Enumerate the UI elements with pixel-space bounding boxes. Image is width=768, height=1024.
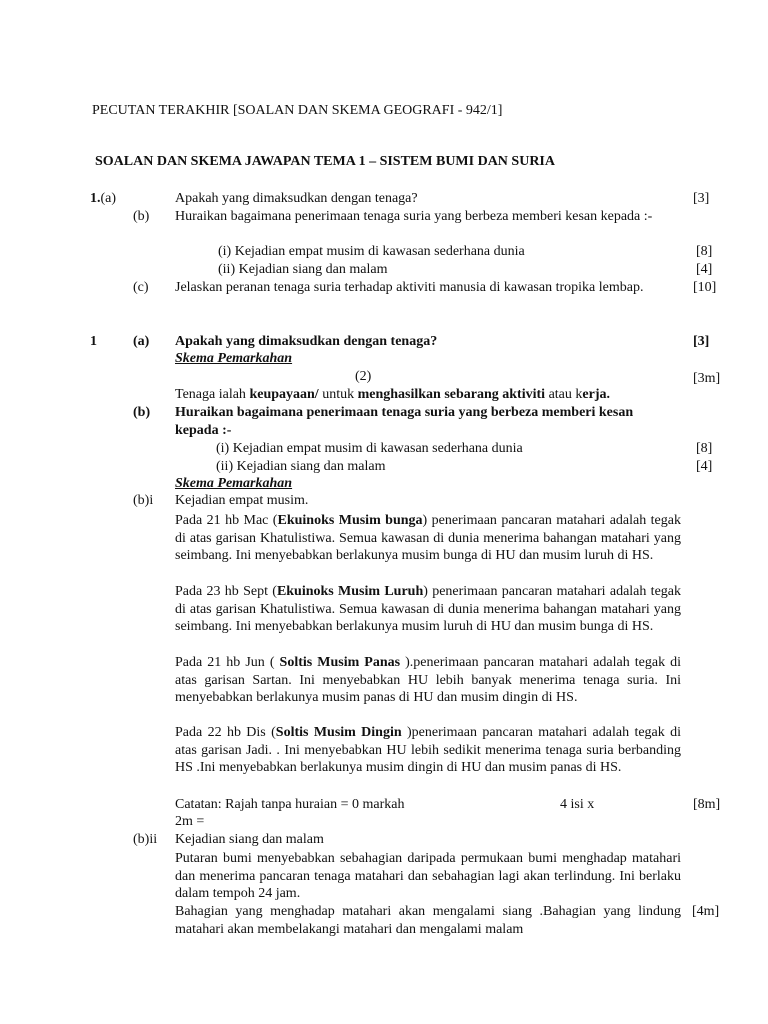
question-a-text: Apakah yang dimaksudkan dengan tenaga?	[175, 191, 418, 206]
question-b-i-marks: [8]	[696, 244, 713, 259]
answer-a-mark-award: [3m]	[693, 371, 721, 386]
answer-b-i-question-marks: [8]	[696, 441, 713, 456]
answer-b-ii-marks: [4m]	[692, 904, 720, 919]
question-b-label: (b)	[133, 209, 150, 224]
energy-definition: Tenaga ialah keupayaan/ untuk menghasilkan sebarang aktiviti atau kerja.	[175, 387, 610, 402]
day-night-paragraph-2: Bahagian yang menghadap matahari akan mengalami siang .Bahagian yang lindung matahari akan membelakangi matahari dan mengalami malam	[175, 904, 681, 937]
answer-b-ii-question: (ii) Kejadian siang dan malam	[216, 459, 386, 474]
answer-b-i-marks: [8m]	[693, 797, 721, 812]
answer-b-i-heading: Kejadian empat musim.	[175, 493, 309, 508]
marks-per-point: 2m =	[175, 814, 205, 829]
answer-b-i-question: (i) Kejadian empat musim di kawasan sederhana dunia	[216, 441, 523, 456]
question-number: 1.(a)	[90, 191, 117, 206]
question-b-ii-marks: [4]	[696, 262, 713, 277]
answer-b-i-label: (b)i	[133, 493, 154, 508]
marking-scheme-heading: Skema Pemarkahan	[175, 476, 293, 491]
winter-solstice-paragraph: Pada 22 hb Dis (Soltis Musim Dingin )penerimaan pancaran matahari adalah tegak di atas garisan Jadi. . Ini menyebabkan HU lebih sedikit menerima tenaga suria berbanding HS .Ini menyebabkan berlakunya musim dingin di HU dan musim panas di HS.	[175, 725, 682, 776]
question-c-label: (c)	[133, 280, 149, 295]
question-c-marks: [10]	[693, 280, 717, 295]
question-c-text: Jelaskan peranan tenaga suria terhadap aktiviti manusia di kawasan tropika lembap.	[175, 280, 644, 295]
answer-b-label: (b)	[133, 405, 151, 420]
answer-number: 1	[90, 334, 97, 349]
answer-a-label: (a)	[133, 334, 150, 349]
question-b-i: (i) Kejadian empat musim di kawasan sederhana dunia	[218, 244, 525, 259]
tick-count: (2)	[355, 369, 372, 384]
question-a-marks: [3]	[693, 191, 710, 206]
answer-b-ii-heading: Kejadian siang dan malam	[175, 832, 324, 847]
marking-scheme-heading: Skema Pemarkahan	[175, 351, 293, 366]
section-title: SOALAN DAN SKEMA JAWAPAN TEMA 1 – SISTEM BUMI DAN SURIA	[95, 154, 555, 169]
diagram-note: Catatan: Rajah tanpa huraian = 0 markah	[175, 797, 405, 812]
answer-a-question: Apakah yang dimaksudkan dengan tenaga?	[175, 334, 438, 349]
day-night-paragraph-1: Putaran bumi menyebabkan sebahagian daripada permukaan bumi menghadap matahari dan menerima pancaran tenaga matahari dan sebahagian lagi akan terlindung. Ini berlaku dalam tempoh 24 jam.	[175, 851, 681, 902]
summer-solstice-paragraph: Pada 21 hb Jun ( Soltis Musim Panas ).penerimaan pancaran matahari adalah tegak di atas garisan Sartan. Ini menyebabkan HU lebih banyak menerima tenaga suria. Ini menyebabkan berlakunya musim panas di HU dan musim dingin di HS.	[175, 655, 682, 706]
points-count: 4 isi x	[560, 797, 595, 812]
autumn-equinox-paragraph: Pada 23 hb Sept (Ekuinoks Musim Luruh) penerimaan pancaran matahari adalah tegak di atas garisan Khatulistiwa. Semua kawasan di dunia menerima bahangan matahari yang seimbang. Ini menyebabkan berlakunya musim luruh di HU dan musim bunga di HS.	[175, 584, 681, 635]
answer-b-question: Huraikan bagaimana penerimaan tenaga suria yang berbeza memberi kesan kepada :-	[175, 405, 634, 438]
document-title: PECUTAN TERAKHIR [SOALAN DAN SKEMA GEOGRAFI - 942/1]	[92, 103, 503, 118]
question-b-ii: (ii) Kejadian siang dan malam	[218, 262, 388, 277]
spring-equinox-paragraph: Pada 21 hb Mac (Ekuinoks Musim bunga) penerimaan pancaran matahari adalah tegak di atas garisan Khatulistiwa. Semua kawasan di dunia menerima bahangan matahari yang seimbang. Ini menyebabkan berlakunya musim bunga di HU dan musim luruh di HS.	[175, 513, 681, 564]
answer-b-ii-question-marks: [4]	[696, 459, 713, 474]
answer-a-marks: [3]	[693, 334, 710, 349]
question-b-text: Huraikan bagaimana penerimaan tenaga suria yang berbeza memberi kesan kepada :-	[175, 209, 653, 224]
answer-b-ii-label: (b)ii	[133, 832, 158, 847]
